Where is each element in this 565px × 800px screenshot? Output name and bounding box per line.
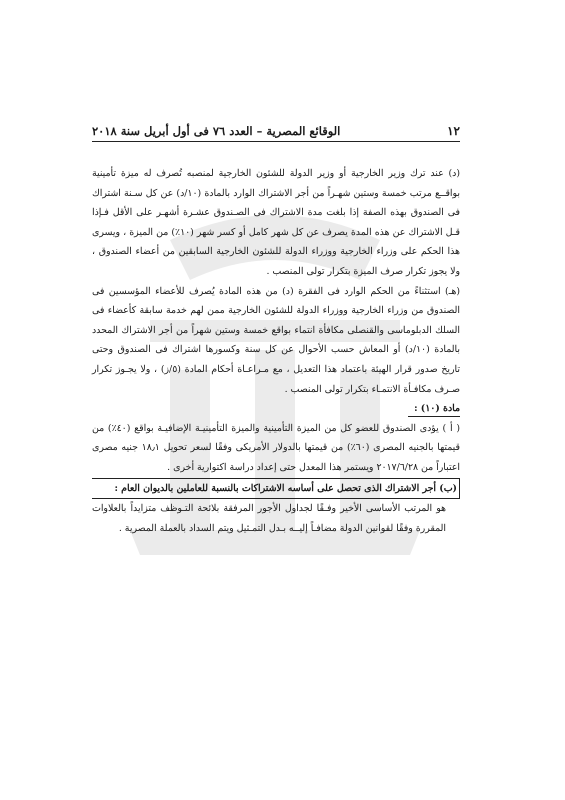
- paragraph-b-body: هو المرتب الأساسى الأخير وفـقًا لجداول الأجور المرفقة بلائحة التـوظف متزايداً بالعلاوات المقررة وفقًا لقوانين الدولة مضافـاً إليــه بـدل التمـثيل ويتم السداد بالعملة المصرية .: [92, 503, 446, 534]
- article-10-heading: مادة (١٠) :: [408, 401, 460, 417]
- gazette-page: [92, 124, 460, 538]
- paragraph-d: (د) عند ترك وزير الخارجية أو وزير الدولة للشئون الخارجية لمنصبه تُصرف له ميزة تأمينية بواقــع مرتب خمسة وستين شهـراً من أجر الاشتراك الوارد بالمادة (١٠/د) عن كل سـنة اشتراك فى الصندوق بهذه الصفة إذا بلغت مدة الاشتراك فى الصـندوق عشـرة أشهـر على الأقل فـإذا قـل الاشتراك عن هذه المدة يصرف عن كل شهر كامل أو كسر شهر (١٠٪) من الميزة ، ويسرى هذا الحكم على وزراء الخارجية ووزراء الدولة للشئون الخارجية السابقين من أعضاء الصندوق ، ولا يجوز تكرار صرف الميزة بتكرار تولى المنصب .: [92, 168, 460, 277]
- paragraph-b-heading: (ب) أجر الاشتراك الذى تحصل على أساسه الاشتراكات بالنسبة للعاملين بالديوان العام :: [92, 478, 460, 500]
- document-body: [92, 164, 460, 538]
- gazette-title: الوقائع المصرية – العدد ٧٦ فى أول أبريل سنة ٢٠١٨: [92, 124, 341, 138]
- page-number: ١٢: [447, 124, 460, 138]
- page-header: [92, 124, 460, 142]
- paragraph-a: ( أ ) يؤدى الصندوق للعضو كل من الميزة التأمينية والميزة التأمينيـة الإضافيـة بواقع (٤٠٪) من قيمتها بالجنيه المصرى (٦٠٪) من قيمتها بالدولار الأمريكى وفقًا لسعر تحويل ١٨٫١ جنيه مصرى اعتباراً من ٢٠١٧/٦/٢٨ ويستمر هذا المعدل حتى إعداد دراسة اكتوارية أخرى .: [92, 422, 460, 473]
- paragraph-h: (هـ) استثناءً من الحكم الوارد فى الفقرة (د) من هذه المادة يُصرف للأعضاء المؤسسين فى الصندوق من وزراء الخارجية ووزراء الدولة للشئون الخارجية ممن لهم خدمة سابقة كأعضاء فى السلك الدبلوماسى والقنصلى مكافأة انتماء بواقع خمسة وستين شهراً من أجر الاشتراك المحدد بالمادة (١٠/د) أو المعاش حسب الأحوال عن كل سنة وكسورها اشتراك فى الصندوق وحتى تاريخ صدور قرار الهيئة باعتماد هذا التعديل ، مع مـراعـاة أحكام المادة (٥/ز) ، ولا يجـوز تكرار صـرف مكافـأة الانتمـاء بتكرار تولى المنصب .: [92, 285, 460, 395]
